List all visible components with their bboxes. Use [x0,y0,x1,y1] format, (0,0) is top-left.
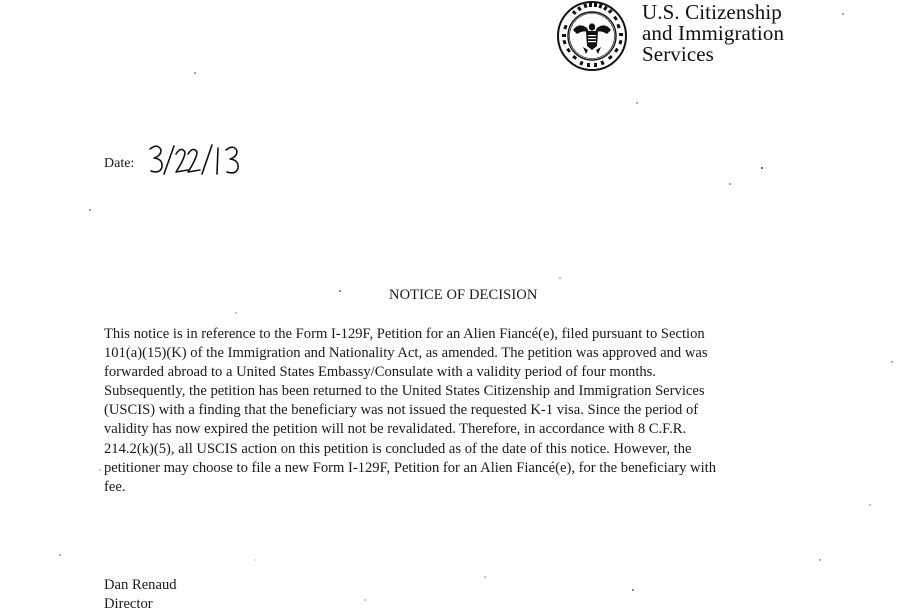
body-line: (USCIS) with a finding that the beneficiary was not issued the requested K-1 visa. Since the period of [104,402,699,419]
signer-title: Director [104,596,153,612]
body-line: Subsequently, the petition has been returned to the United States Citizenship and Immigration Services [104,383,705,400]
agency-line: and Immigration [642,21,785,45]
agency-name [642,2,784,65]
signer-name: Dan Renaud [104,577,177,593]
agency-line: Services [642,42,714,66]
body-line: This notice is in reference to the Form I-129F, Petition for an Alien Fiancé(e), filed pursuant to Section [104,326,705,342]
body-line: fee. [104,478,126,495]
body-line: 214.2(k)(5), all USCIS action on this petition is concluded as of the date of this notice. However, the [104,440,692,457]
body-line: 101(a)(15)(K) of the Immigration and Nationality Act, as amended. The petition was approved and was [104,345,708,362]
body-line: forwarded abroad to a United States Embassy/Consulate with a validity period of four months. [104,364,657,381]
dhs-seal-icon [553,0,631,72]
body-line: validity has now expired the petition will not be revalidated. Therefore, in accordance with 8 C.F.R. [104,421,687,438]
date-label: Date: [104,156,135,171]
body-line: petitioner may choose to file a new Form I-129F, Petition for an Alien Fiancé(e), for the beneficiary with [104,459,716,476]
notice-title: NOTICE OF DECISION [389,287,538,303]
notice-body [104,325,824,497]
agency-line: U.S. Citizenship [642,0,782,24]
handwritten-date [148,140,248,180]
signature-block [104,576,177,614]
